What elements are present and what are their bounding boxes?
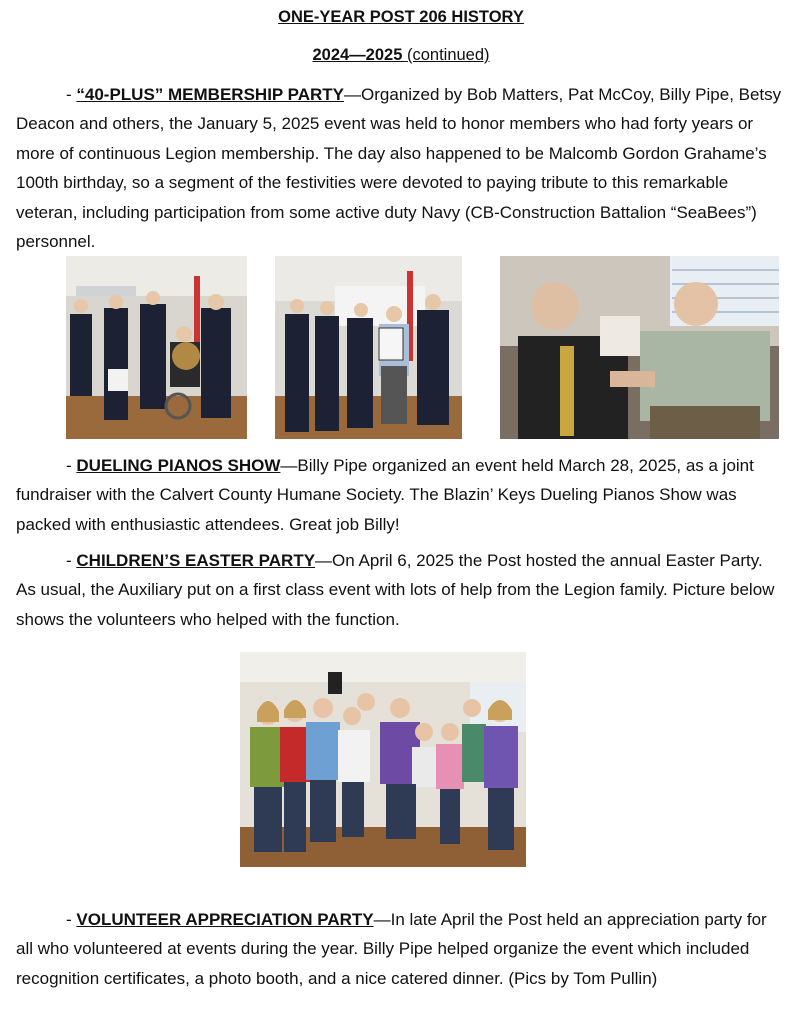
section-dash: -: [66, 85, 77, 104]
section-easter-party: [16, 546, 786, 634]
section-dash: -: [66, 456, 77, 475]
continued-label: (continued): [406, 46, 490, 64]
section-dueling-pianos: [16, 451, 786, 539]
photo-navy-group-wheelchair: [66, 256, 247, 439]
section-membership-party: [16, 80, 786, 256]
section-heading: DUELING PIANOS SHOW: [76, 456, 281, 475]
year-range-label: 2024—2025: [312, 46, 407, 64]
photo-veterans-handshake: [500, 256, 779, 439]
section-body: —In late April the Post held an appreciation party for all who volunteered at events during the year. Billy Pipe helped organize the event which included recognition certificates, a photo booth, and a nice catered dinner. (Pics by Tom Pullin): [16, 910, 767, 988]
photo-legion-certificate: [275, 256, 462, 439]
photo-easter-volunteers: [240, 652, 526, 867]
section-dash: -: [66, 551, 77, 570]
section-heading: “40-PLUS” MEMBERSHIP PARTY: [76, 85, 345, 104]
section-volunteer-appreciation: [16, 905, 786, 993]
section-body: —Organized by Bob Matters, Pat McCoy, Billy Pipe, Betsy Deacon and others, the January 5, 2025 event was held to honor members who had forty years or more of continuous Legion membership. The day also happened to be Malcomb Gordon Grahame’s 100th birthday, so a segment of the festivities were devoted to paying tribute to this remarkable veteran, including participation from some active duty Navy (CB-Construction Battalion “SeaBees”) personnel.: [16, 85, 782, 252]
section-body: —On April 6, 2025 the Post hosted the annual Easter Party. As usual, the Auxiliary put on a first class event with lots of help from the Legion family. Picture below shows the volunteers who helped with the function.: [16, 551, 775, 629]
section-body: —Billy Pipe organized an event held March 28, 2025, as a joint fundraiser with the Calvert County Humane Society. The Blazin’ Keys Dueling Pianos Show was packed with enthusiastic attendees. Great job Billy!: [16, 456, 754, 534]
year-range: [0, 46, 802, 65]
section-dash: -: [66, 910, 77, 929]
section-heading: VOLUNTEER APPRECIATION PARTY: [76, 910, 374, 929]
section-heading: CHILDREN’S EASTER PARTY: [76, 551, 316, 570]
page-title: ONE-YEAR POST 206 HISTORY: [278, 8, 524, 26]
